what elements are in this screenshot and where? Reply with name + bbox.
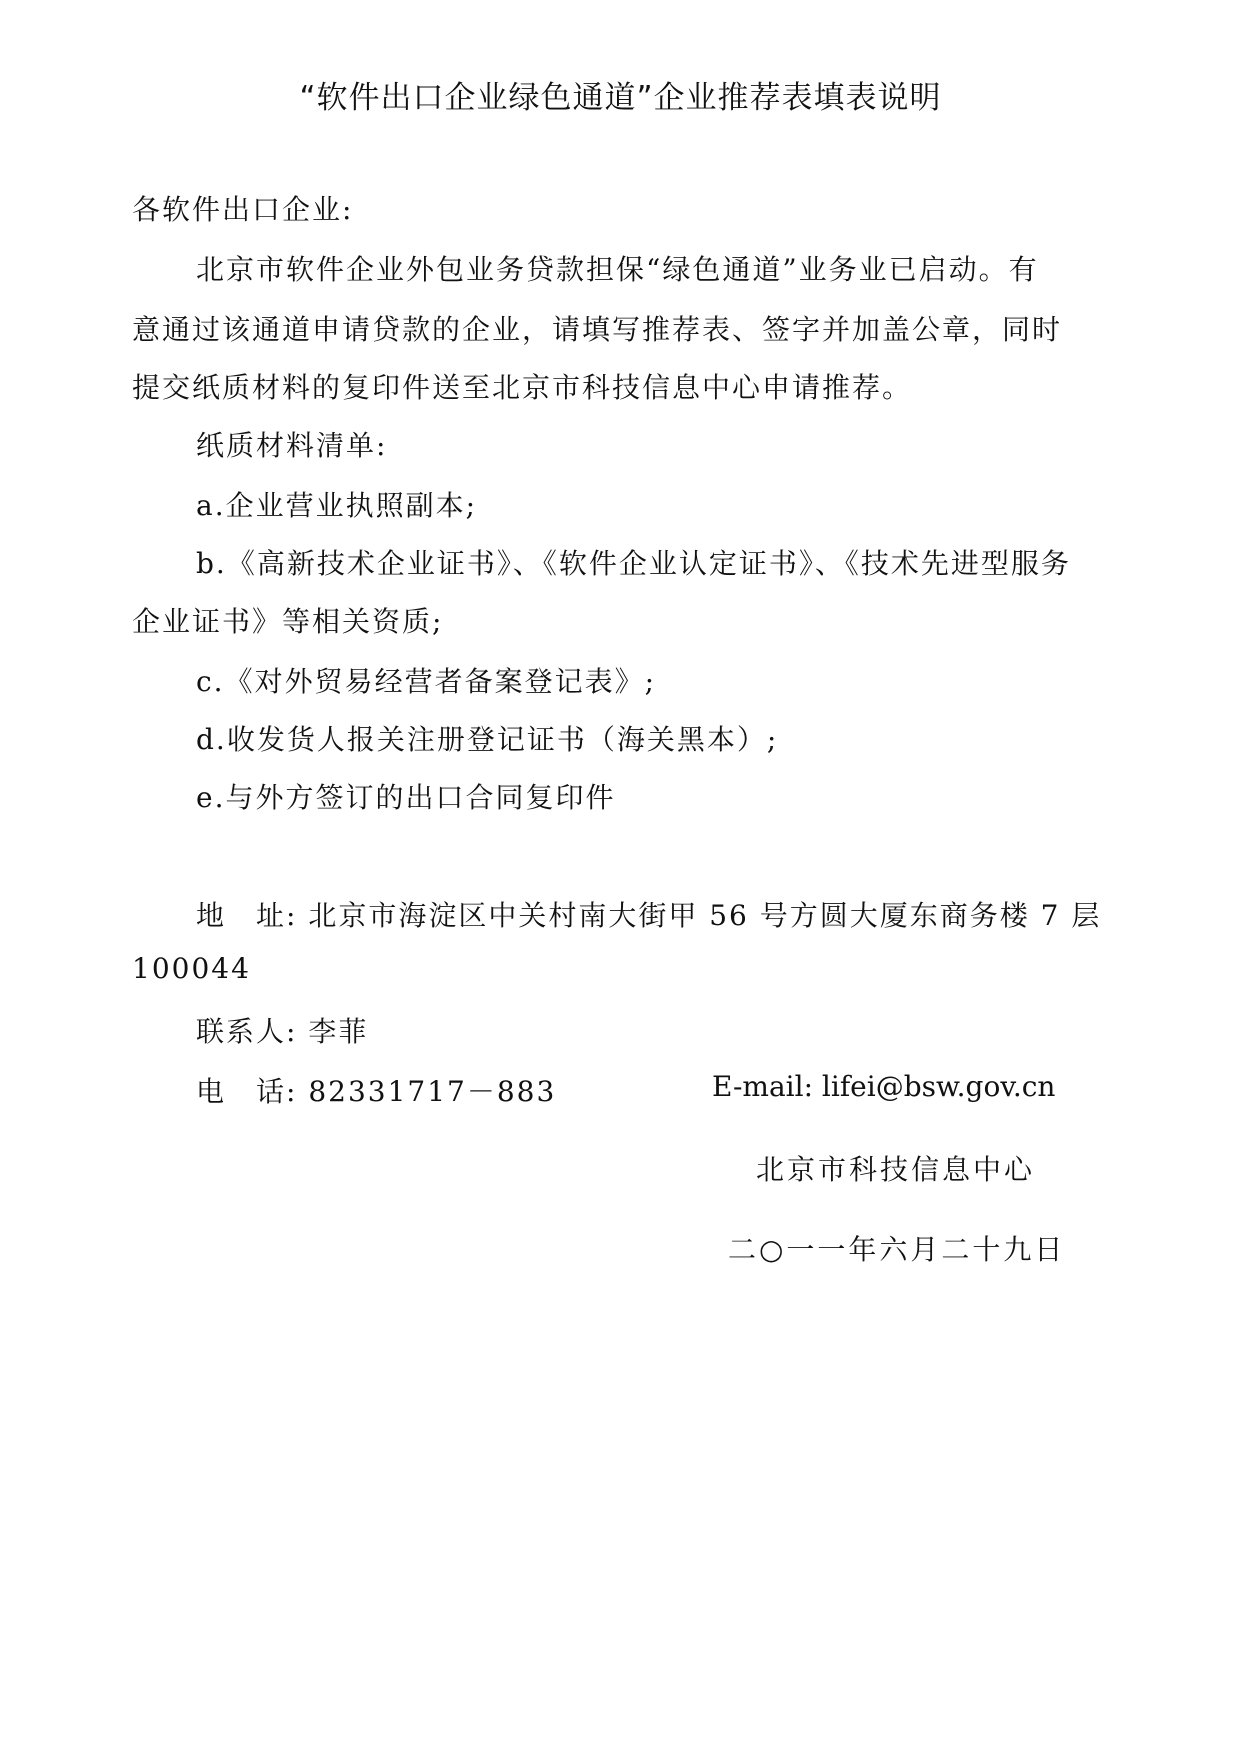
intro-line-1: 北京市软件企业外包业务贷款担保“绿色通道”业务业已启动。有: [196, 253, 1039, 286]
address-line-2: 100044: [132, 952, 251, 985]
address-line-1: 地 址: 北京市海淀区中关村南大街甲 56 号方圆大厦东商务楼 7 层: [196, 899, 1102, 932]
material-item-b-line2: 企业证书》等相关资质;: [132, 605, 444, 638]
material-item-c: c.《对外贸易经营者备案登记表》;: [196, 665, 657, 698]
intro-line-2: 意通过该通道申请贷款的企业，请填写推荐表、签字并加盖公章，同时: [132, 313, 1063, 346]
materials-heading: 纸质材料清单:: [196, 429, 388, 462]
material-item-a: a.企业营业执照副本;: [196, 489, 478, 522]
material-item-b-line1: b.《高新技术企业证书》、《软件企业认定证书》、《技术先进型服务: [196, 547, 1071, 580]
contact-email: E-mail: lifei@bsw.gov.cn: [712, 1070, 1056, 1103]
page-title: “软件出口企业绿色通道”企业推荐表填表说明: [299, 80, 942, 116]
contact-person: 联系人: 李菲: [196, 1015, 369, 1048]
contact-phone: 电 话: 82331717－883: [196, 1075, 557, 1108]
material-item-e: e.与外方签订的出口合同复印件: [196, 781, 616, 814]
intro-line-3: 提交纸质材料的复印件送至北京市科技信息中心申请推荐。: [132, 371, 913, 404]
material-item-d: d.收发货人报关注册登记证书（海关黑本）;: [196, 723, 779, 756]
issue-date: 二○一一年六月二十九日: [728, 1233, 1066, 1266]
issuer-name: 北京市科技信息中心: [756, 1153, 1036, 1186]
salutation: 各软件出口企业:: [132, 193, 354, 226]
